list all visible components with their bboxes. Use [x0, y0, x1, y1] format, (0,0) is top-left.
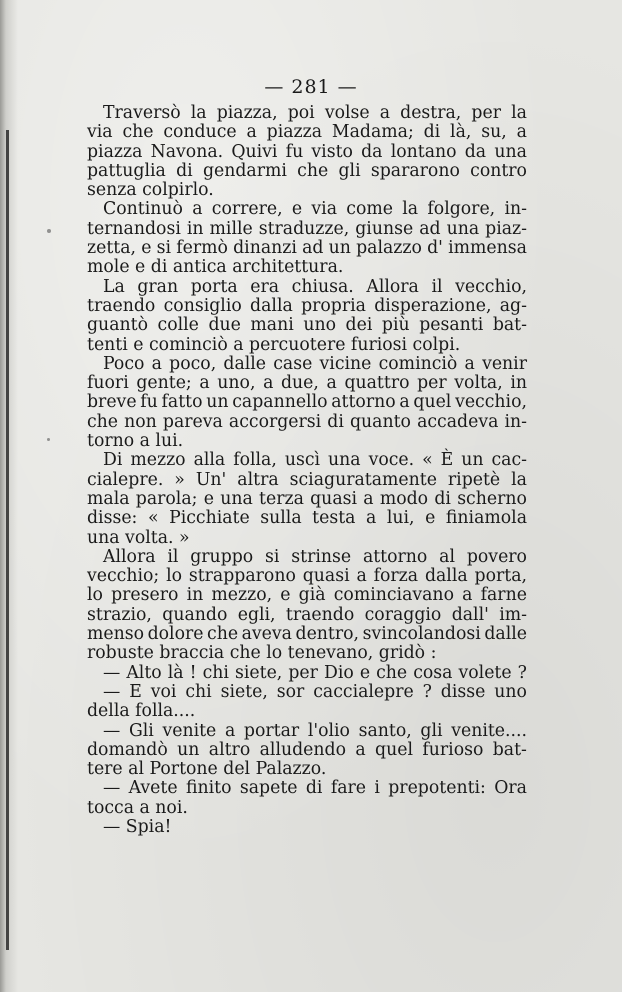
text-line: zetta, e si fermò dinanzi ad un palazzo d' immensa — [87, 238, 527, 259]
text-line: — Gli venite a portar l'olio santo, gli venite.... — [103, 720, 527, 741]
text-line: tocca a noi. — [87, 797, 188, 818]
text-line: Di mezzo alla folla, uscì una voce. « È un cac- — [103, 450, 527, 471]
text-line: mala parola; e una terza quasi a modo di scherno — [87, 488, 527, 509]
text-line: vecchio; lo strapparono quasi a forza dalla porta, — [87, 566, 527, 587]
text-line: torno a lui. — [87, 431, 184, 452]
text-line: piazza Navona. Quivi fu visto da lontano da una — [87, 141, 527, 162]
text-line: — Spia! — [103, 816, 172, 837]
text-line: Continuò a correre, e via come la folgore, in- — [103, 199, 527, 220]
text-line: breve fu fatto un capannello attorno a quel vecchio, — [87, 392, 527, 413]
text-line: strazio, quando egli, traendo coraggio dall' im- — [87, 604, 527, 625]
text-line: senza colpirlo. — [87, 180, 214, 201]
text-line: ternandosi in mille straduzze, giunse ad una piaz- — [87, 218, 527, 239]
text-line: La gran porta era chiusa. Allora il vecchio, — [103, 276, 527, 297]
text-line: una volta. » — [87, 527, 190, 548]
text-line: — Alto là ! chi siete, per Dio e che cosa volete ? — [103, 662, 527, 683]
text-line: che non pareva accorgersi di quanto accadeva in- — [87, 411, 527, 432]
text-line: disse: « Picchiate sulla testa a lui, e finiamola — [87, 508, 527, 529]
text-line: robuste braccia che lo tenevano, gridò : — [87, 643, 437, 664]
paper-speck — [47, 438, 50, 441]
text-line: tere al Portone del Palazzo. — [87, 759, 327, 780]
text-line: fuori gente; a uno, a due, a quattro per volta, in — [87, 373, 527, 394]
text-line: Poco a poco, dalle case vicine cominciò a venir — [103, 353, 527, 374]
text-line: pattuglia di gendarmi che gli spararono contro — [87, 160, 527, 181]
body-text — [87, 104, 527, 837]
text-line: traendo consiglio dalla propria disperazione, ag- — [87, 295, 527, 316]
paper-speck — [47, 229, 51, 233]
text-line: menso dolore che aveva dentro, svincolandosi dalle — [87, 624, 527, 645]
text-line: cialepre. » Un' altra sciaguratamente ripetè la — [87, 469, 527, 490]
text-line: tenti e cominciò a percuotere furiosi colpi. — [87, 334, 461, 355]
text-line: Allora il gruppo si strinse attorno al povero — [103, 546, 527, 567]
text-line: — E voi chi siete, sor caccialepre ? disse uno — [103, 681, 527, 702]
text-line: domandò un altro alludendo a quel furioso bat- — [87, 739, 527, 760]
page-number: — 281 — — [264, 76, 358, 98]
text-line: via che conduce a piazza Madama; di là, su, a — [87, 122, 527, 143]
text-line: Traversò la piazza, poi volse a destra, per la — [103, 103, 527, 123]
text-line: della folla.... — [87, 701, 196, 722]
page-binding-edge — [0, 0, 18, 992]
binding-shadow-line — [6, 130, 9, 950]
text-line: lo presero in mezzo, e già cominciavano a farne — [87, 585, 527, 606]
text-line: mole e di antica architettura. — [87, 257, 344, 278]
text-line: guantò colle due mani uno dei più pesanti bat- — [87, 315, 527, 336]
text-line: — Avete finito sapete di fare i prepotenti: Ora — [103, 778, 527, 799]
